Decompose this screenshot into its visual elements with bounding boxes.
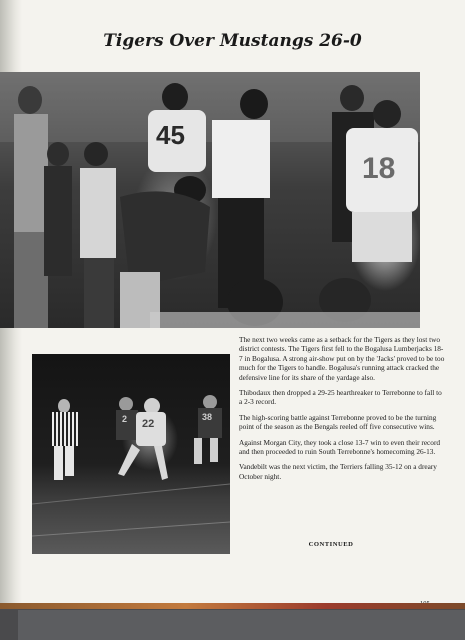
jersey-number: 45 — [156, 120, 185, 150]
article-body — [239, 335, 445, 487]
jersey-number: 2 — [122, 414, 128, 424]
page-title: Tigers Over Mustangs 26-0 — [103, 31, 362, 51]
bottom-edge-strip — [0, 603, 465, 609]
article-paragraph: Vandebilt was the next victim, the Terriers falling 35-12 on a dreary October night. — [239, 462, 437, 481]
scan-background — [18, 610, 465, 640]
article-paragraph: Against Morgan City, they took a close 13-7 win to even their record and then proceeded to ruin South Terrebonne's homecoming 26-13. — [239, 437, 441, 457]
continued-label: CONTINUED — [308, 541, 354, 548]
article-paragraph: The high-scoring battle against Terrebonne proved to be the turning point of the season as the Bengals reeled off five consecutive wins. — [239, 412, 437, 432]
night-game-photo — [32, 354, 230, 554]
jersey-number: 22 — [142, 418, 155, 430]
team-huddle-photo — [0, 72, 420, 328]
article-paragraph: The next two weeks came as a setback for the Tigers as they lost two district contests. The Tigers first fell to the Bogalusa Lumberjacks 18-7 in Bogalusa. A strong air-show put on by the 'Jacks' proved to be too much for the Tigers to handle. Bogalusa's running attack cracked the defensive line for its share of the yardage also. — [239, 335, 445, 382]
article-paragraph: Thibodaux then dropped a 29-25 hearthreaker to Terrebonne to fall to a 2-3 record. — [239, 388, 442, 407]
team-huddle-illustration — [0, 72, 420, 328]
jersey-number: 18 — [362, 152, 396, 185]
jersey-number: 38 — [202, 412, 213, 422]
night-game-illustration — [32, 354, 230, 554]
